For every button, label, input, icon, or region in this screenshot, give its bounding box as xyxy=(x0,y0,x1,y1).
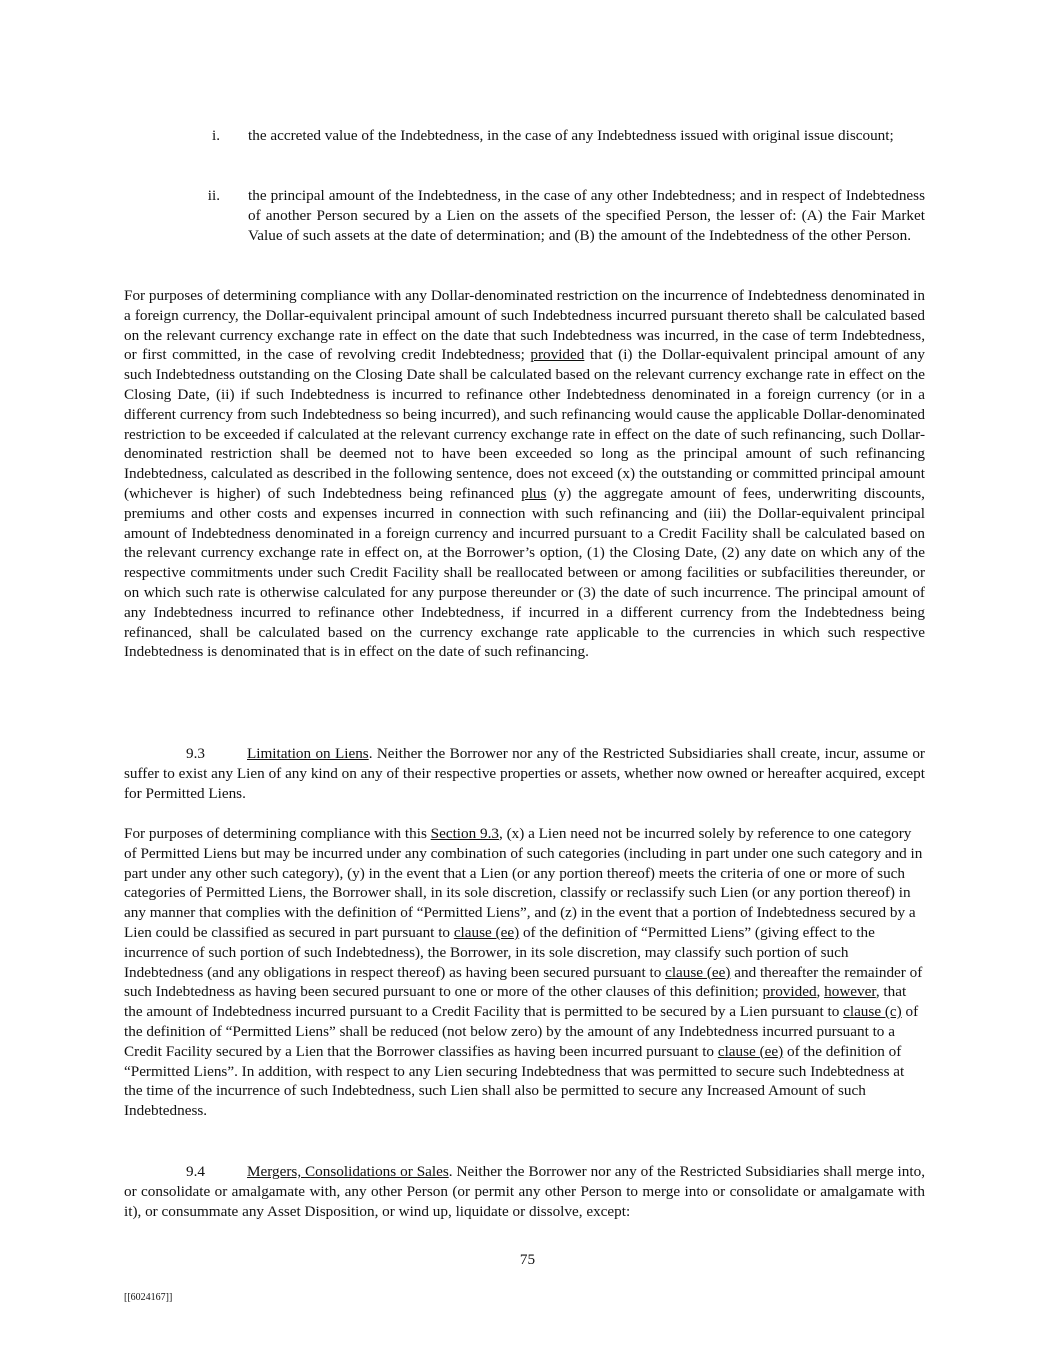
page-number: 75 xyxy=(519,1251,536,1268)
section-9-4 xyxy=(124,1162,925,1221)
list-marker: ii. xyxy=(207,187,220,204)
list-text: the accreted value of the Indebtedness, in the case of any Indebtedness issued with original issue discount; xyxy=(248,127,894,144)
text-run: that (i) the Dollar-equivalent principal amount of any such Indebtedness outstanding on the Closing Date shall be calculated based on the relevant currency exchange rate in effect on the Closing Date, (ii) if such Indebtedness is incurred to refinance other Indebtedness denominated in a foreign currency (or in a different currency from such Indebtedness so being incurred), and such refinancing would cause the applicable Dollar-denominated restriction to be exceeded if calculated at the relevant currency exchange rate in effect on the date of such refinancing, such Dollar-denominated restriction shall be deemed not to have been exceeded so long as the principal amount of such refinancing Indebtedness, calculated as described in the following sentence, does not exceed (x) the outstanding or committed principal amount (whichever is higher) of such Indebtedness being refinanced xyxy=(124,346,925,502)
defined-term-however: however xyxy=(824,983,876,1001)
defined-term-provided: provided xyxy=(762,983,817,1001)
section-text: . Neither the Borrower nor any of the Restricted Subsidiaries shall merge into, or consolidate or amalgamate with, any other Person (or permit any other Person to merge into or consolidate or amalgamate with it), or consummate any Asset Disposition, or wind up, liquidate or dissolve, except: xyxy=(124,1163,925,1220)
text-run: , xyxy=(816,983,825,1001)
paragraph-lien-classification xyxy=(124,824,925,1121)
list-text: the principal amount of the Indebtedness, in the case of any other Indebtedness; and in respect of Indebtedness of another Person secured by a Lien on the assets of the specified Person, the lesser of: (A) the Fair Market Value of such assets at the date of determination; and (B) the amount of the Indebtedness of the other Person. xyxy=(248,187,925,244)
section-number: 9.3 xyxy=(186,745,205,762)
text-run: For purposes of determining compliance with this xyxy=(124,825,431,842)
cross-reference: clause (ee) xyxy=(453,923,520,941)
text-run: of the definition of “Permitted Liens”. In addition, with respect to any Lien securing Indebtedness that was permitted to secure such Indebtedness at the time of the incurrence of such Indebtedness, such Lien shall also be permitted to secure any Increased Amount of such Indebtedness. xyxy=(124,1042,905,1120)
text-run: , (x) a Lien need not be incurred solely by reference to one category of Permitted Liens but may be incurred under any combination of such categories (including in part under one such category and in part under any other such category), (y) in the event that a Lien (or any portion thereof) meets the criteria of one or more of such categories of Permitted Liens, the Borrower shall, in its sole discretion, classify or reclassify such Lien (or any portion thereof) in any manner that complies with the definition of “Permitted Liens”, and (z) in the event that a portion of Indebtedness secured by a Lien could be classified as secured in part pursuant to xyxy=(124,825,923,941)
text-run: (y) the aggregate amount of fees, underwriting discounts, premiums and other costs and expenses incurred in connection with such refinancing and (iii) the Dollar-equivalent principal amount of Indebtedness denominated in a foreign currency and incurred pursuant to a Credit Facility shall be calculated based on the relevant currency exchange rate in effect on, at the Borrower’s option, (1) the Closing Date, (2) any date on which any of the respective commitments under such Credit Facility shall be reallocated between or among facilities or subfacilities thereunder, or on which such rate is otherwise calculated for any purpose thereunder or (3) the date of such incurrence. The principal amount of any Indebtedness incurred to refinance other Indebtedness, if incurred in a different currency from the Indebtedness being refinanced, shall be calculated based on the currency exchange rate applicable to the currencies in which such respective Indebtedness is denominated that is in effect on the date of such refinancing. xyxy=(124,484,925,661)
text-run: For purposes of determining compliance with any Dollar-denominated restriction on the incurrence of Indebtedness denominated in a foreign currency, the Dollar-equivalent principal amount of such Indebtedness incurred pursuant thereto shall be calculated based on the relevant currency exchange rate in effect on the date that such Indebtedness was incurred, in the case of term Indebtedness, or first committed, in the case of revolving credit Indebtedness; xyxy=(124,287,925,364)
cross-reference: clause (ee) xyxy=(665,963,731,981)
cross-reference: clause (c) xyxy=(843,1003,902,1021)
cross-reference: clause (ee) xyxy=(717,1042,784,1060)
list-marker: i. xyxy=(211,127,220,144)
defined-term-plus: plus xyxy=(521,484,547,502)
text-run: of the definition of “Permitted Liens” shall be reduced (not below zero) by the amount of any Indebtedness incurred pursuant to a Credit Facility secured by a Lien that the Borrower classifies as having been incurred pursuant to xyxy=(124,1003,919,1060)
section-9-3 xyxy=(124,744,925,803)
defined-term-provided: provided xyxy=(530,346,585,364)
text-run: of the definition of “Permitted Liens” (giving effect to the incurrence of such portion of such Indebtedness), the Borrower, in its sole discretion, may classify such portion of such Indebtedness (and any obligations in respect thereof) as having been secured pursuant to xyxy=(124,923,875,981)
section-text: . Neither the Borrower nor any of the Restricted Subsidiaries shall create, incur, assume or suffer to exist any Lien of any kind on any of their respective properties or assets, whether now owned or hereafter acquired, except for Permitted Liens. xyxy=(124,745,925,802)
text-run: , that the amount of Indebtedness incurred pursuant to a Credit Facility that is permitted to be secured by a Lien pursuant to xyxy=(124,983,907,1021)
section-title: Limitation on Liens xyxy=(247,745,369,762)
paragraph-currency-compliance xyxy=(124,286,925,662)
section-number: 9.4 xyxy=(186,1163,205,1180)
text-run: and thereafter the remainder of such Indebtedness as having been secured pursuant to one or more of the other clauses of this definition; xyxy=(124,963,923,1001)
section-title: Mergers, Consolidations or Sales xyxy=(247,1163,449,1180)
document-id: [[6024167]] xyxy=(124,1292,173,1303)
cross-reference: Section 9.3 xyxy=(430,825,499,842)
